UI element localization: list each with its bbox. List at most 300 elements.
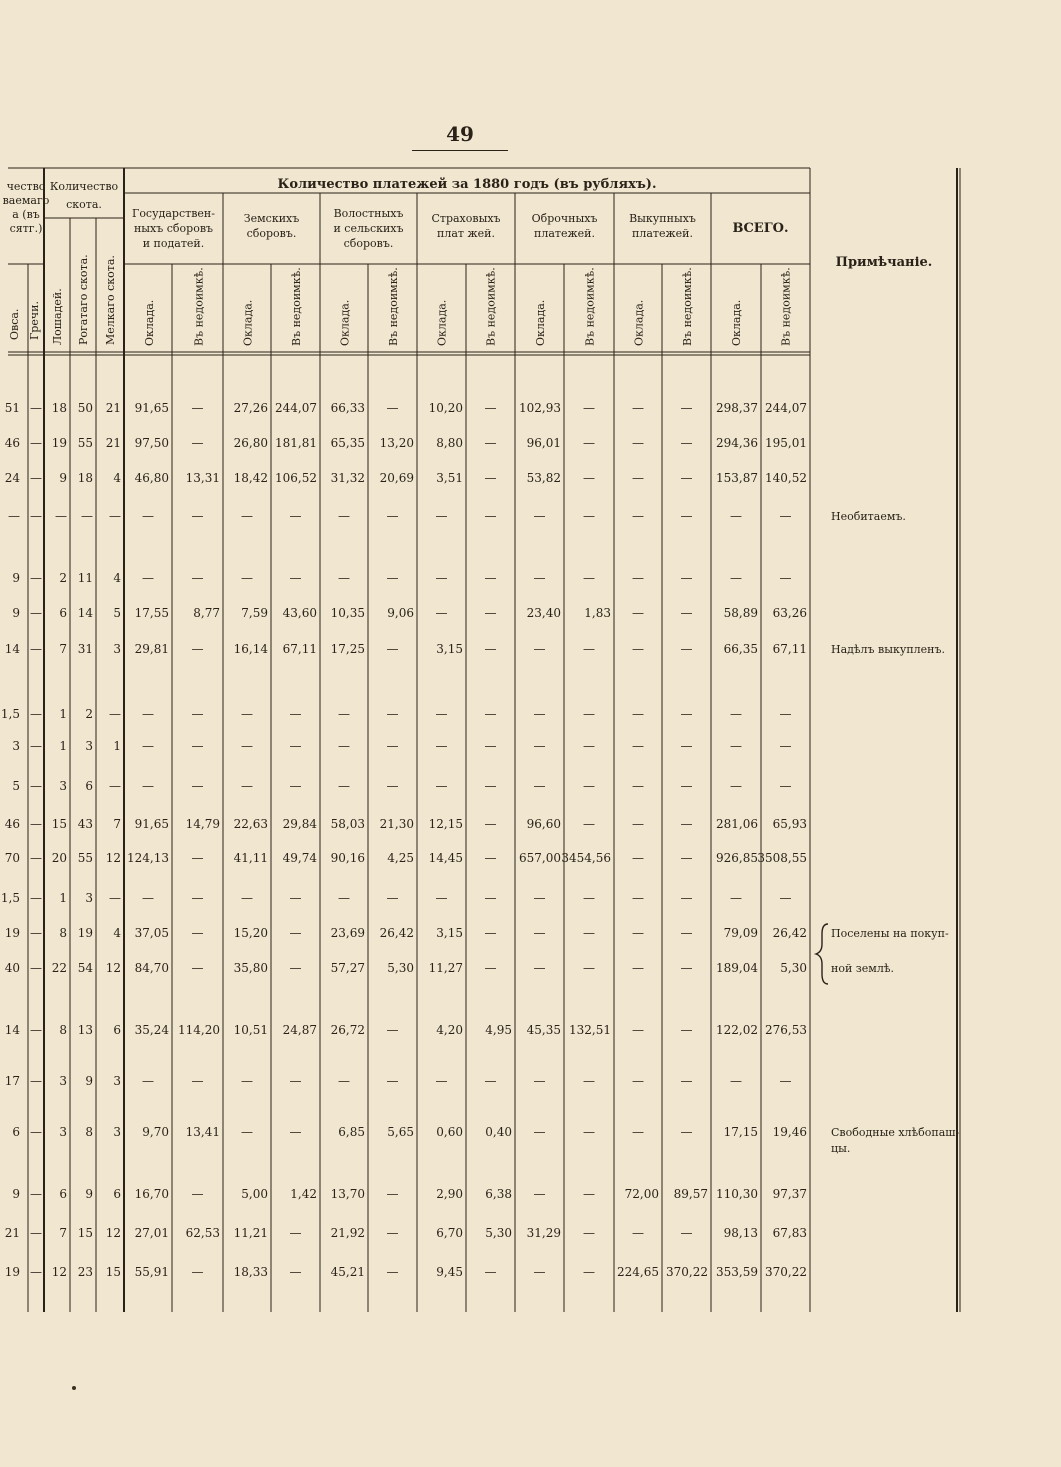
payment-value: 46,80 xyxy=(134,471,169,485)
horses-value: 1 xyxy=(59,707,67,721)
cattle-value: 23 xyxy=(77,1265,93,1279)
payment-value: — xyxy=(338,707,350,721)
payment-value: — xyxy=(484,436,497,450)
payment-value: — xyxy=(289,739,302,753)
payment-value: — xyxy=(632,961,644,975)
payment-value: — xyxy=(680,1074,693,1088)
land-value: 21 xyxy=(4,1226,20,1240)
payment-value: — xyxy=(680,642,693,656)
buckwheat-value: — xyxy=(30,739,42,753)
payment-value: — xyxy=(484,1265,497,1279)
payment-value: — xyxy=(632,851,644,865)
payment-value: — xyxy=(289,509,302,523)
payment-value: — xyxy=(435,509,448,523)
buckwheat-value: — xyxy=(30,1074,42,1088)
notes-header: Примѣчаніе. xyxy=(835,255,933,270)
page-number: 49 xyxy=(446,122,474,146)
payment-value: 13,31 xyxy=(185,471,220,485)
payment-value: 122,02 xyxy=(716,1023,758,1037)
small-stock-value: 6 xyxy=(113,1187,121,1201)
payment-value: 3,15 xyxy=(436,926,463,940)
payment-value: — xyxy=(779,571,792,585)
payment-value: — xyxy=(191,1187,204,1201)
payment-value: 89,57 xyxy=(673,1187,708,1201)
horses-value: 19 xyxy=(51,436,67,450)
payment-value: — xyxy=(632,642,644,656)
cattle-value: 9 xyxy=(85,1074,93,1088)
oklad-subheader: Оклада. xyxy=(142,299,156,346)
payment-value: — xyxy=(632,926,644,940)
buckwheat-value: — xyxy=(30,1226,42,1240)
livestock-col-header-0: Лошадей. xyxy=(51,288,64,345)
payment-value: 45,35 xyxy=(526,1023,561,1037)
payment-value: 8,80 xyxy=(436,436,463,450)
payment-value: 2,90 xyxy=(436,1187,463,1201)
payment-value: 5,30 xyxy=(387,961,414,975)
horses-value: 7 xyxy=(59,642,67,656)
oklad-subheader: Оклада. xyxy=(338,299,352,346)
payment-value: — xyxy=(289,961,302,975)
payment-value: 29,81 xyxy=(134,642,169,656)
payment-value: — xyxy=(289,1074,302,1088)
payment-value: — xyxy=(632,1023,644,1037)
payment-value: — xyxy=(484,471,497,485)
payment-value: — xyxy=(142,1074,154,1088)
land-value: 5 xyxy=(12,779,20,793)
cattle-value: 11 xyxy=(77,571,93,585)
payment-value: — xyxy=(632,471,644,485)
payment-value: 67,83 xyxy=(772,1226,807,1240)
small-stock-value: 4 xyxy=(113,571,121,585)
payment-value: 114,20 xyxy=(178,1023,220,1037)
small-stock-value: — xyxy=(109,891,121,905)
payment-value: 14,45 xyxy=(428,851,463,865)
payment-value: 224,65 xyxy=(617,1265,659,1279)
payment-value: 49,74 xyxy=(282,851,317,865)
payment-value: — xyxy=(632,436,644,450)
payment-value: — xyxy=(632,571,644,585)
horses-value: 3 xyxy=(59,1074,67,1088)
land-area-header-line: сятг.) xyxy=(9,222,43,235)
payment-value: 10,20 xyxy=(428,401,463,415)
cattle-value: 18 xyxy=(77,471,93,485)
payment-value: 6,38 xyxy=(485,1187,512,1201)
small-stock-value: 21 xyxy=(105,401,121,415)
land-value: 40 xyxy=(4,961,20,975)
payment-value: — xyxy=(386,1187,399,1201)
payment-value: — xyxy=(583,571,595,585)
payment-value: — xyxy=(241,509,253,523)
payment-value: — xyxy=(191,509,204,523)
payment-value: 21,30 xyxy=(379,817,414,831)
buckwheat-value: — xyxy=(30,779,42,793)
payment-value: — xyxy=(680,1125,693,1139)
payment-value: — xyxy=(191,891,204,905)
payment-value: 15,20 xyxy=(233,926,268,940)
livestock-col-header-2: Мелкаго скота. xyxy=(104,255,117,345)
payment-value: 102,93 xyxy=(519,401,561,415)
payment-value: 0,40 xyxy=(485,1125,512,1139)
payment-value: 96,01 xyxy=(526,436,561,450)
payment-value: — xyxy=(632,1226,644,1240)
payment-value: — xyxy=(533,509,546,523)
buckwheat-value: — xyxy=(30,891,42,905)
payment-value: — xyxy=(779,891,792,905)
payment-value: — xyxy=(484,851,497,865)
payment-value: — xyxy=(680,1023,693,1037)
payment-value: 1,83 xyxy=(584,606,611,620)
payment-value: — xyxy=(583,961,595,975)
note-brace xyxy=(816,924,828,984)
payment-value: 6,70 xyxy=(436,1226,463,1240)
payment-value: 27,26 xyxy=(233,401,268,415)
payment-value: 140,52 xyxy=(765,471,807,485)
payment-value: 96,60 xyxy=(526,817,561,831)
small-stock-value: 7 xyxy=(113,817,121,831)
arrears-subheader: Въ недоимкѣ. xyxy=(680,267,694,346)
arrears-subheader: Въ недоимкѣ. xyxy=(192,267,206,346)
payment-value: — xyxy=(289,1125,302,1139)
row-note: Надѣлъ выкупленъ. xyxy=(831,643,945,656)
payment-value: 370,22 xyxy=(765,1265,807,1279)
payment-value: — xyxy=(680,606,693,620)
payment-value: — xyxy=(583,1265,595,1279)
small-stock-value: 15 xyxy=(105,1265,121,1279)
payment-value: — xyxy=(533,1187,546,1201)
horses-value: 8 xyxy=(59,926,67,940)
payment-value: — xyxy=(632,707,644,721)
land-value: 9 xyxy=(12,606,20,620)
payment-value: 189,04 xyxy=(716,961,758,975)
cattle-value: 6 xyxy=(85,779,93,793)
payment-value: 79,09 xyxy=(723,926,758,940)
payment-value: 41,11 xyxy=(233,851,268,865)
payment-value: — xyxy=(191,1074,204,1088)
buckwheat-value: — xyxy=(30,1265,42,1279)
payment-value: 3454,56 xyxy=(561,851,611,865)
payment-value: 22,63 xyxy=(233,817,268,831)
payment-value: — xyxy=(289,1265,302,1279)
land-value: — xyxy=(8,509,20,523)
payment-value: 5,00 xyxy=(241,1187,268,1201)
payment-value: — xyxy=(484,739,497,753)
oklad-subheader: Оклада. xyxy=(729,299,743,346)
payment-group-header-line: и податей. xyxy=(142,237,205,250)
payment-value: — xyxy=(583,891,595,905)
payment-value: 91,65 xyxy=(134,817,169,831)
horses-value: 8 xyxy=(59,1023,67,1037)
payment-value: — xyxy=(191,961,204,975)
payment-value: — xyxy=(632,401,644,415)
payment-value: 281,06 xyxy=(716,817,758,831)
payment-value: — xyxy=(632,779,644,793)
payment-value: — xyxy=(386,707,399,721)
land-area-header-line: а (въ xyxy=(12,208,40,221)
payment-value: — xyxy=(484,779,497,793)
payment-value: 10,35 xyxy=(330,606,365,620)
payment-value: 55,91 xyxy=(134,1265,169,1279)
payment-group-header-line: Волостныхъ xyxy=(333,207,404,220)
payment-value: 26,72 xyxy=(330,1023,365,1037)
horses-value: 6 xyxy=(59,1187,67,1201)
payment-value: — xyxy=(779,1074,792,1088)
buckwheat-value: — xyxy=(30,401,42,415)
payment-value: 66,33 xyxy=(330,401,365,415)
small-stock-value: 12 xyxy=(105,961,121,975)
payment-value: — xyxy=(142,707,154,721)
payment-value: 276,53 xyxy=(765,1023,807,1037)
payment-value: 21,92 xyxy=(330,1226,365,1240)
payment-value: — xyxy=(338,739,350,753)
buckwheat-value: — xyxy=(30,471,42,485)
payment-value: — xyxy=(533,926,546,940)
payment-value: 298,37 xyxy=(716,401,758,415)
payment-value: — xyxy=(142,509,154,523)
payment-value: — xyxy=(191,401,204,415)
land-value: 6 xyxy=(12,1125,20,1139)
payment-value: — xyxy=(386,779,399,793)
payment-value: — xyxy=(583,471,595,485)
payment-value: 181,81 xyxy=(275,436,317,450)
payment-value: 353,59 xyxy=(716,1265,758,1279)
cattle-value: 43 xyxy=(77,817,93,831)
payment-value: 72,00 xyxy=(624,1187,659,1201)
payment-value: — xyxy=(241,779,253,793)
land-value: 14 xyxy=(4,1023,20,1037)
cattle-value: 9 xyxy=(85,1187,93,1201)
payment-group-header-line: и сельскихъ xyxy=(333,222,404,235)
payment-value: 11,21 xyxy=(233,1226,268,1240)
buckwheat-value: — xyxy=(30,1187,42,1201)
payment-value: — xyxy=(386,891,399,905)
payment-value: — xyxy=(191,926,204,940)
payment-value: — xyxy=(533,961,546,975)
payment-value: — xyxy=(241,739,253,753)
payment-value: — xyxy=(533,571,546,585)
land-value: 24 xyxy=(4,471,20,485)
payment-group-header-line: Оброчныхъ xyxy=(531,212,598,225)
payment-group-header-line: ВСЕГО. xyxy=(732,221,789,236)
payment-value: 294,36 xyxy=(716,436,758,450)
payment-value: 4,20 xyxy=(436,1023,463,1037)
cattle-value: 19 xyxy=(77,926,93,940)
payment-value: — xyxy=(338,1074,350,1088)
payment-value: 45,21 xyxy=(330,1265,365,1279)
payment-value: — xyxy=(435,1074,448,1088)
payment-value: — xyxy=(386,1023,399,1037)
payment-value: — xyxy=(484,707,497,721)
payment-group-header-line: платежей. xyxy=(632,227,693,240)
payment-value: — xyxy=(583,401,595,415)
small-stock-value: 21 xyxy=(105,436,121,450)
cattle-value: 2 xyxy=(85,707,93,721)
payment-value: — xyxy=(730,1074,742,1088)
payment-value: — xyxy=(191,851,204,865)
payment-value: 5,30 xyxy=(780,961,807,975)
small-stock-value: — xyxy=(109,779,121,793)
cattle-value: 50 xyxy=(77,401,93,415)
cattle-value: 55 xyxy=(77,851,93,865)
payment-value: 7,59 xyxy=(241,606,268,620)
payment-value: — xyxy=(680,401,693,415)
land-area-header-line: ваемаго xyxy=(2,194,50,207)
land-buckwheat-header: Гречи. xyxy=(28,301,41,340)
payment-value: — xyxy=(583,642,595,656)
payment-value: 12,15 xyxy=(428,817,463,831)
buckwheat-value: — xyxy=(30,1023,42,1037)
payment-value: 58,89 xyxy=(723,606,758,620)
payment-value: — xyxy=(338,779,350,793)
payment-group-header-line: ныхъ сборовъ xyxy=(133,222,214,235)
payment-value: — xyxy=(583,1226,595,1240)
payment-value: — xyxy=(386,509,399,523)
arrears-subheader: Въ недоимкѣ. xyxy=(386,267,400,346)
payment-value: 3508,55 xyxy=(757,851,807,865)
buckwheat-value: — xyxy=(30,817,42,831)
row-note: ной землѣ. xyxy=(831,962,894,975)
buckwheat-value: — xyxy=(30,509,42,523)
payment-value: 13,20 xyxy=(379,436,414,450)
payment-value: — xyxy=(435,571,448,585)
payment-value: — xyxy=(386,642,399,656)
payment-value: — xyxy=(484,817,497,831)
payment-value: — xyxy=(142,779,154,793)
payment-value: — xyxy=(435,891,448,905)
arrears-subheader: Въ недоимкѣ. xyxy=(484,267,498,346)
small-stock-value: 12 xyxy=(105,851,121,865)
payment-value: — xyxy=(386,401,399,415)
payment-value: — xyxy=(191,739,204,753)
payment-value: 17,15 xyxy=(723,1125,758,1139)
horses-value: 3 xyxy=(59,779,67,793)
payment-value: — xyxy=(632,606,644,620)
payment-value: 26,42 xyxy=(379,926,414,940)
row-note: Необитаемъ. xyxy=(831,510,906,523)
payment-value: — xyxy=(533,1265,546,1279)
payment-value: — xyxy=(533,707,546,721)
payment-value: — xyxy=(680,817,693,831)
payment-value: 43,60 xyxy=(282,606,317,620)
land-value: 9 xyxy=(12,571,20,585)
payment-value: 153,87 xyxy=(716,471,758,485)
payment-value: 17,55 xyxy=(134,606,169,620)
payment-value: — xyxy=(484,642,497,656)
row-note: Поселены на покуп- xyxy=(831,927,949,940)
payment-value: — xyxy=(680,891,693,905)
cattle-value: 55 xyxy=(77,436,93,450)
payment-value: — xyxy=(289,707,302,721)
payment-value: 370,22 xyxy=(666,1265,708,1279)
payment-value: — xyxy=(779,707,792,721)
payment-value: — xyxy=(632,1074,644,1088)
cattle-value: 3 xyxy=(85,891,93,905)
cattle-value: 15 xyxy=(77,1226,93,1240)
payment-value: 62,53 xyxy=(185,1226,220,1240)
oklad-subheader: Оклада. xyxy=(533,299,547,346)
payment-value: — xyxy=(191,1265,204,1279)
payment-value: 195,01 xyxy=(765,436,807,450)
payment-value: 0,60 xyxy=(436,1125,463,1139)
land-value: 17 xyxy=(4,1074,20,1088)
payment-value: 18,42 xyxy=(233,471,268,485)
payment-value: — xyxy=(241,1125,253,1139)
payment-value: 10,51 xyxy=(233,1023,268,1037)
payment-value: — xyxy=(241,571,253,585)
payment-value: — xyxy=(191,436,204,450)
payments-title: Количество платежей за 1880 годъ (въ рубляхъ). xyxy=(277,177,657,192)
oklad-subheader: Оклада. xyxy=(632,299,646,346)
payment-value: — xyxy=(632,891,644,905)
small-stock-value: — xyxy=(109,707,121,721)
land-value: 70 xyxy=(4,851,20,865)
payment-value: — xyxy=(533,642,546,656)
payment-value: — xyxy=(583,926,595,940)
payment-value: 91,65 xyxy=(134,401,169,415)
payment-value: 4,25 xyxy=(387,851,414,865)
horses-value: 1 xyxy=(59,891,67,905)
payment-value: 13,41 xyxy=(185,1125,220,1139)
payment-value: — xyxy=(680,571,693,585)
payment-value: — xyxy=(289,1226,302,1240)
horses-value: 22 xyxy=(51,961,67,975)
horses-value: 3 xyxy=(59,1125,67,1139)
payment-value: — xyxy=(338,891,350,905)
payment-value: — xyxy=(142,571,154,585)
small-stock-value: 1 xyxy=(113,739,121,753)
payment-value: — xyxy=(142,891,154,905)
payment-value: — xyxy=(484,571,497,585)
land-area-header-line: чество xyxy=(6,180,46,193)
small-stock-value: 3 xyxy=(113,642,121,656)
payment-value: 26,80 xyxy=(233,436,268,450)
payment-value: 17,25 xyxy=(330,642,365,656)
small-stock-value: 5 xyxy=(113,606,121,620)
ink-speck xyxy=(72,1386,76,1390)
payment-value: 27,01 xyxy=(134,1226,169,1240)
payment-value: — xyxy=(632,1125,644,1139)
payment-value: — xyxy=(484,509,497,523)
payment-value: — xyxy=(338,509,350,523)
land-value: 19 xyxy=(4,926,20,940)
payment-value: 124,13 xyxy=(127,851,169,865)
payment-value: — xyxy=(533,891,546,905)
payment-value: — xyxy=(338,571,350,585)
payment-value: — xyxy=(730,571,742,585)
payment-value: — xyxy=(730,739,742,753)
arrears-subheader: Въ недоимкѣ. xyxy=(583,267,597,346)
payment-value: — xyxy=(191,707,204,721)
payment-value: — xyxy=(386,571,399,585)
payment-value: 23,40 xyxy=(526,606,561,620)
buckwheat-value: — xyxy=(30,642,42,656)
horses-value: 12 xyxy=(51,1265,67,1279)
payment-value: 14,79 xyxy=(185,817,220,831)
payment-value: 98,13 xyxy=(723,1226,758,1240)
horses-value: 18 xyxy=(51,401,67,415)
payment-value: 106,52 xyxy=(275,471,317,485)
payment-value: 3,15 xyxy=(436,642,463,656)
land-value: 9 xyxy=(12,1187,20,1201)
payment-group-header-line: платежей. xyxy=(534,227,595,240)
payment-value: — xyxy=(386,739,399,753)
small-stock-value: 4 xyxy=(113,471,121,485)
horses-value: 1 xyxy=(59,739,67,753)
payment-value: — xyxy=(779,509,792,523)
payment-value: 110,30 xyxy=(716,1187,758,1201)
payment-value: 31,29 xyxy=(526,1226,561,1240)
payment-value: 31,32 xyxy=(330,471,365,485)
payment-value: 13,70 xyxy=(330,1187,365,1201)
